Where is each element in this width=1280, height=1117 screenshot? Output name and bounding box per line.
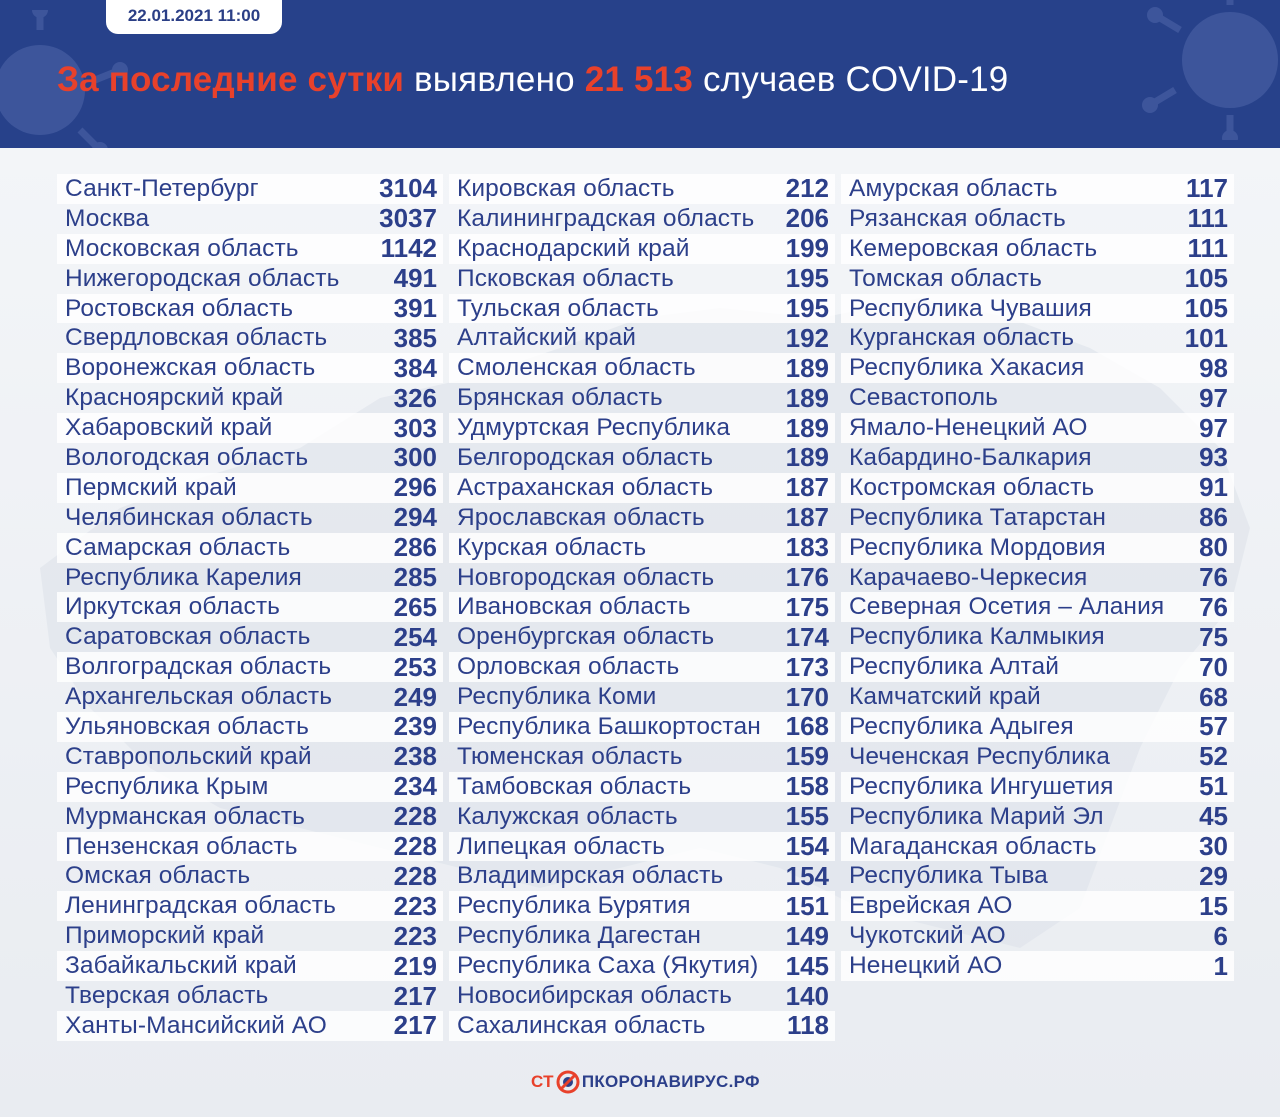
- region-name: Оренбургская область: [457, 623, 715, 651]
- region-name: Республика Марий Эл: [849, 802, 1104, 830]
- region-case-count: 76: [1199, 562, 1228, 593]
- region-row: [841, 174, 1234, 204]
- region-case-count: 173: [785, 651, 829, 682]
- headline-mid: выявлено: [414, 60, 575, 99]
- region-name: Московская область: [65, 234, 299, 262]
- region-row: [449, 473, 835, 503]
- region-case-count: 3037: [379, 203, 437, 234]
- region-row: [449, 772, 835, 802]
- region-case-count: 155: [785, 801, 829, 832]
- region-case-count: 91: [1199, 472, 1228, 503]
- region-name: Астраханская область: [457, 473, 714, 501]
- region-name: Кемеровская область: [849, 234, 1098, 262]
- region-row: [449, 383, 835, 413]
- region-name: Республика Адыгея: [849, 712, 1074, 740]
- region-row: [841, 234, 1234, 264]
- region-name: Ленинградская область: [65, 892, 336, 920]
- region-case-count: 286: [393, 532, 437, 563]
- region-row: [841, 772, 1234, 802]
- region-name: Алтайский край: [457, 324, 637, 352]
- region-row: [841, 413, 1234, 443]
- region-case-count: 70: [1199, 651, 1228, 682]
- region-row: [841, 802, 1234, 832]
- region-case-count: 111: [1187, 233, 1228, 264]
- region-row: [57, 712, 443, 742]
- region-case-count: 217: [393, 1010, 437, 1041]
- region-row: [841, 503, 1234, 533]
- region-case-count: 223: [393, 920, 437, 951]
- region-name: Республика Чувашия: [849, 294, 1092, 322]
- region-row: [449, 802, 835, 832]
- region-case-count: 189: [785, 442, 829, 473]
- region-case-count: 149: [785, 920, 829, 951]
- region-name: Магаданская область: [849, 832, 1097, 860]
- region-row: [449, 981, 835, 1011]
- region-case-count: 57: [1199, 711, 1228, 742]
- region-row: [57, 802, 443, 832]
- region-case-count: 384: [393, 352, 437, 383]
- region-case-count: 158: [785, 771, 829, 802]
- region-case-count: 300: [393, 442, 437, 473]
- region-row: [57, 563, 443, 593]
- region-case-count: 228: [393, 801, 437, 832]
- region-case-count: 176: [785, 562, 829, 593]
- region-case-count: 187: [785, 472, 829, 503]
- region-name: Республика Карелия: [65, 563, 302, 591]
- region-row: [57, 294, 443, 324]
- region-row: [841, 622, 1234, 652]
- region-name: Пензенская область: [65, 832, 298, 860]
- region-row: [841, 264, 1234, 294]
- region-name: Ханты-Мансийский АО: [65, 1011, 327, 1039]
- region-row: [57, 742, 443, 772]
- region-case-count: 238: [393, 741, 437, 772]
- region-name: Костромская область: [849, 473, 1095, 501]
- region-case-count: 219: [393, 950, 437, 981]
- region-case-count: 206: [785, 203, 829, 234]
- region-row: [841, 473, 1234, 503]
- region-case-count: 52: [1199, 741, 1228, 772]
- region-row: [841, 443, 1234, 473]
- region-row: [57, 234, 443, 264]
- region-row: [449, 323, 835, 353]
- region-row: [449, 891, 835, 921]
- region-case-count: 159: [785, 741, 829, 772]
- region-name: Вологодская область: [65, 443, 309, 471]
- region-name: Тверская область: [65, 981, 269, 1009]
- headline-end: случаев COVID-19: [702, 60, 1009, 99]
- region-case-count: 3104: [379, 173, 437, 204]
- region-name: Республика Хакасия: [849, 354, 1085, 382]
- region-name: Новгородская область: [457, 563, 715, 591]
- region-case-count: 140: [785, 980, 829, 1011]
- region-row: [449, 234, 835, 264]
- region-case-count: 239: [393, 711, 437, 742]
- region-case-count: 101: [1184, 322, 1228, 353]
- region-name: Липецкая область: [457, 832, 665, 860]
- region-row: [449, 353, 835, 383]
- region-name: Калининградская область: [457, 204, 755, 232]
- region-name: Воронежская область: [65, 354, 316, 382]
- region-name: Рязанская область: [849, 204, 1066, 232]
- headline-accent-period: За последние сутки: [57, 60, 405, 99]
- region-name: Свердловская область: [65, 324, 328, 352]
- region-name: Калужская область: [457, 802, 678, 830]
- region-row: [449, 832, 835, 862]
- region-case-count: 175: [785, 591, 829, 622]
- region-row: [57, 951, 443, 981]
- region-name: Брянская область: [457, 384, 663, 412]
- region-row: [841, 652, 1234, 682]
- region-row: [841, 861, 1234, 891]
- region-row: [57, 473, 443, 503]
- region-name: Республика Крым: [65, 772, 269, 800]
- region-name: Чеченская Республика: [849, 742, 1110, 770]
- region-row: [449, 682, 835, 712]
- region-name: Мурманская область: [65, 802, 306, 830]
- region-case-count: 195: [785, 263, 829, 294]
- region-name: Белгородская область: [457, 443, 714, 471]
- headline-case-count: 21 513: [584, 60, 693, 99]
- region-name: Карачаево-Черкесия: [849, 563, 1088, 591]
- region-case-count: 294: [393, 502, 437, 533]
- region-name: Псковская область: [457, 264, 674, 292]
- region-case-count: 93: [1199, 442, 1228, 473]
- region-case-count: 154: [785, 860, 829, 891]
- region-row: [57, 682, 443, 712]
- region-name: Республика Башкортостан: [457, 712, 761, 740]
- region-row: [841, 682, 1234, 712]
- region-case-count: 228: [393, 831, 437, 862]
- region-row: [841, 742, 1234, 772]
- region-name: Ставропольский край: [65, 742, 312, 770]
- region-row: [841, 891, 1234, 921]
- region-name: Самарская область: [65, 533, 291, 561]
- region-row: [841, 921, 1234, 951]
- region-row: [841, 563, 1234, 593]
- region-name: Республика Тыва: [849, 862, 1048, 890]
- region-name: Республика Татарстан: [849, 503, 1107, 531]
- site-logo[interactable]: [531, 1066, 791, 1098]
- region-name: Тюменская область: [457, 742, 683, 770]
- region-case-count: 253: [393, 651, 437, 682]
- region-case-count: 154: [785, 831, 829, 862]
- region-column-2: [449, 174, 835, 1041]
- region-name: Ростовская область: [65, 294, 294, 322]
- region-name: Архангельская область: [65, 683, 333, 711]
- region-name: Камчатский край: [849, 683, 1041, 711]
- region-case-count: 98: [1199, 352, 1228, 383]
- region-case-count: 326: [393, 382, 437, 413]
- region-name: Орловская область: [457, 653, 680, 681]
- region-row: [449, 861, 835, 891]
- virus-stop-icon: [555, 1069, 581, 1095]
- logo-text-part1: СТ: [531, 1072, 554, 1091]
- region-name: Сахалинская область: [457, 1011, 706, 1039]
- region-row: [449, 592, 835, 622]
- region-name: Севастополь: [849, 384, 999, 412]
- region-name: Иркутская область: [65, 593, 281, 621]
- region-row: [449, 204, 835, 234]
- region-row: [57, 443, 443, 473]
- region-row: [57, 533, 443, 563]
- region-name: Ямало-Ненецкий АО: [849, 414, 1088, 442]
- region-row: [57, 204, 443, 234]
- region-name: Томская область: [849, 264, 1042, 292]
- region-name: Республика Алтай: [849, 653, 1060, 681]
- region-case-count: 391: [393, 293, 437, 324]
- region-row: [57, 383, 443, 413]
- region-row: [841, 383, 1234, 413]
- region-row: [841, 592, 1234, 622]
- region-name: Красноярский край: [65, 384, 284, 412]
- region-name: Москва: [65, 204, 150, 232]
- region-name: Северная Осетия – Алания: [849, 593, 1165, 621]
- region-case-count: 151: [785, 890, 829, 921]
- region-case-count: 30: [1199, 831, 1228, 862]
- region-case-count: 75: [1199, 621, 1228, 652]
- region-case-count: 86: [1199, 502, 1228, 533]
- region-case-count: 76: [1199, 591, 1228, 622]
- region-name: Кировская область: [457, 174, 675, 202]
- region-case-count: 254: [393, 621, 437, 652]
- region-name: Пермский край: [65, 473, 237, 501]
- region-case-count: 97: [1199, 382, 1228, 413]
- region-case-count: 212: [785, 173, 829, 204]
- region-row: [841, 353, 1234, 383]
- region-name: Саратовская область: [65, 623, 311, 651]
- region-row: [57, 264, 443, 294]
- region-case-count: 192: [785, 322, 829, 353]
- region-row: [449, 533, 835, 563]
- region-name: Амурская область: [849, 174, 1058, 202]
- region-case-count: 296: [393, 472, 437, 503]
- region-name: Республика Мордовия: [849, 533, 1106, 561]
- region-case-count: 105: [1184, 293, 1228, 324]
- region-row: [57, 921, 443, 951]
- region-row: [57, 323, 443, 353]
- region-name: Республика Саха (Якутия): [457, 952, 759, 980]
- region-name: Курганская область: [849, 324, 1075, 352]
- region-row: [57, 622, 443, 652]
- region-row: [57, 503, 443, 533]
- region-case-count: 80: [1199, 532, 1228, 563]
- region-case-count: 228: [393, 860, 437, 891]
- region-row: [449, 652, 835, 682]
- region-case-count: 168: [785, 711, 829, 742]
- region-row: [841, 712, 1234, 742]
- region-row: [449, 1011, 835, 1041]
- region-name: Владимирская область: [457, 862, 724, 890]
- region-column-3: [841, 174, 1234, 981]
- region-case-count: 117: [1186, 173, 1228, 204]
- region-column-1: [57, 174, 443, 1041]
- region-name: Ульяновская область: [65, 712, 309, 740]
- region-case-count: 118: [787, 1010, 829, 1041]
- region-name: Чукотский АО: [849, 922, 1006, 950]
- region-row: [57, 772, 443, 802]
- region-name: Нижегородская область: [65, 264, 340, 292]
- region-case-count: 105: [1184, 263, 1228, 294]
- region-name: Тамбовская область: [457, 772, 692, 800]
- region-case-count: 195: [785, 293, 829, 324]
- region-case-count: 189: [785, 412, 829, 443]
- date-label: 22.01.2021 11:00: [106, 0, 282, 34]
- region-row: [449, 921, 835, 951]
- region-row: [57, 174, 443, 204]
- region-row: [449, 413, 835, 443]
- region-row: [449, 622, 835, 652]
- region-case-count: 111: [1187, 203, 1228, 234]
- region-name: Краснодарский край: [457, 234, 690, 262]
- region-row: [449, 294, 835, 324]
- region-row: [841, 323, 1234, 353]
- virus-decoration-right-icon: [1120, 0, 1280, 140]
- content-area: [0, 148, 1280, 1117]
- region-name: Республика Калмыкия: [849, 623, 1105, 651]
- region-case-count: 385: [393, 322, 437, 353]
- region-case-count: 97: [1199, 412, 1228, 443]
- region-name: Ивановская область: [457, 593, 691, 621]
- region-case-count: 174: [785, 621, 829, 652]
- region-row: [57, 832, 443, 862]
- region-row: [841, 951, 1234, 981]
- region-name: Смоленская область: [457, 354, 696, 382]
- region-row: [449, 503, 835, 533]
- region-row: [57, 592, 443, 622]
- region-row: [57, 891, 443, 921]
- region-row: [57, 861, 443, 891]
- region-row: [449, 742, 835, 772]
- region-case-count: 223: [393, 890, 437, 921]
- region-name: Санкт-Петербург: [65, 174, 259, 202]
- region-row: [841, 294, 1234, 324]
- region-row: [841, 832, 1234, 862]
- region-case-count: 491: [393, 263, 437, 294]
- region-name: Новосибирская область: [457, 981, 732, 1009]
- region-name: Курская область: [457, 533, 647, 561]
- region-case-count: 170: [785, 681, 829, 712]
- region-row: [449, 174, 835, 204]
- region-name: Приморский край: [65, 922, 265, 950]
- header-banner: [0, 0, 1280, 148]
- region-case-count: 234: [393, 771, 437, 802]
- logo-text-part2: ПКОРОНАВИРУС.РФ: [581, 1072, 760, 1091]
- region-case-count: 189: [785, 382, 829, 413]
- region-case-count: 187: [785, 502, 829, 533]
- region-name: Волгоградская область: [65, 653, 332, 681]
- region-name: Республика Ингушетия: [849, 772, 1114, 800]
- region-row: [449, 264, 835, 294]
- region-name: Кабардино-Балкария: [849, 443, 1092, 471]
- region-case-count: 199: [785, 233, 829, 264]
- region-name: Тульская область: [457, 294, 659, 322]
- region-name: Республика Дагестан: [457, 922, 702, 950]
- region-case-count: 1142: [380, 233, 437, 264]
- region-row: [57, 353, 443, 383]
- region-row: [449, 563, 835, 593]
- region-name: Хабаровский край: [65, 414, 273, 442]
- region-case-count: 285: [393, 562, 437, 593]
- region-row: [449, 712, 835, 742]
- region-case-count: 145: [785, 950, 829, 981]
- region-case-count: 1: [1213, 950, 1228, 981]
- region-row: [57, 413, 443, 443]
- region-case-count: 29: [1199, 860, 1228, 891]
- region-name: Ненецкий АО: [849, 952, 1003, 980]
- region-name: Республика Бурятия: [457, 892, 691, 920]
- region-row: [841, 204, 1234, 234]
- region-name: Удмуртская Республика: [457, 414, 731, 442]
- region-case-count: 45: [1199, 801, 1228, 832]
- region-case-count: 51: [1199, 771, 1228, 802]
- region-case-count: 6: [1213, 920, 1228, 951]
- region-name: Республика Коми: [457, 683, 657, 711]
- region-case-count: 303: [393, 412, 437, 443]
- region-case-count: 68: [1199, 681, 1228, 712]
- region-row: [57, 652, 443, 682]
- region-row: [449, 443, 835, 473]
- region-case-count: 15: [1199, 890, 1228, 921]
- region-case-count: 189: [785, 352, 829, 383]
- region-case-count: 217: [393, 980, 437, 1011]
- region-name: Ярославская область: [457, 503, 705, 531]
- region-name: Забайкальский край: [65, 952, 297, 980]
- region-name: Омская область: [65, 862, 251, 890]
- region-name: Еврейская АО: [849, 892, 1013, 920]
- region-row: [841, 533, 1234, 563]
- region-row: [449, 951, 835, 981]
- region-case-count: 183: [785, 532, 829, 563]
- region-row: [57, 1011, 443, 1041]
- region-case-count: 265: [393, 591, 437, 622]
- region-case-count: 249: [393, 681, 437, 712]
- region-name: Челябинская область: [65, 503, 313, 531]
- region-row: [57, 981, 443, 1011]
- headline: [57, 60, 1008, 100]
